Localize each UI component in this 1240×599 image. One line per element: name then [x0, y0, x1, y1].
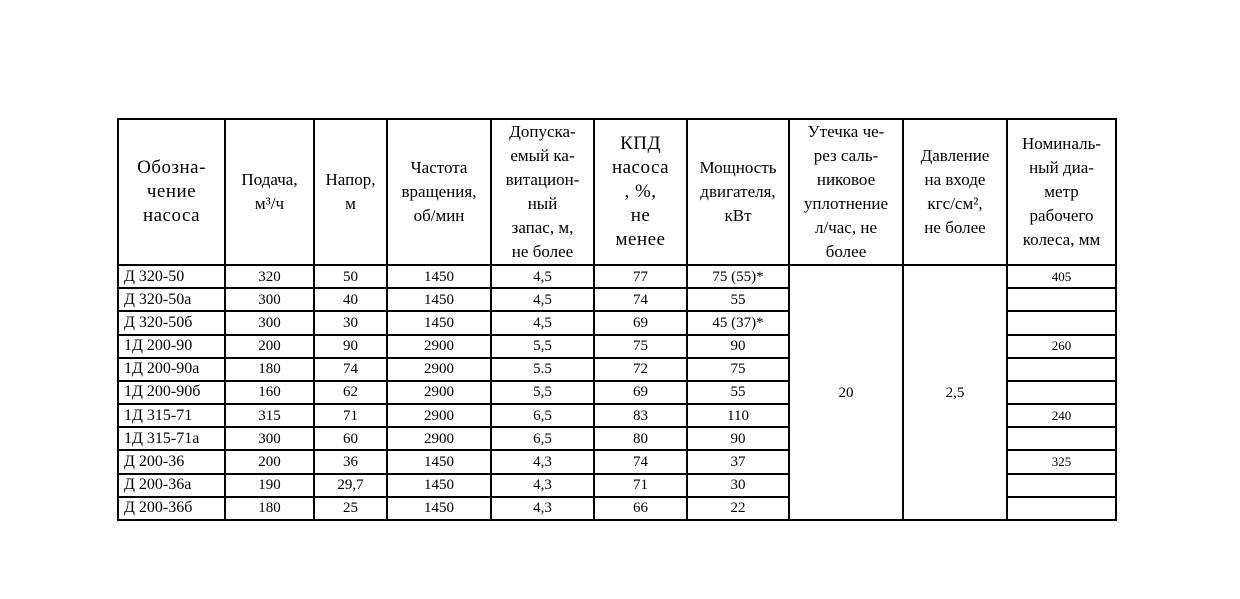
header-line: чение — [146, 181, 197, 202]
header-line: Обозна- — [137, 157, 206, 178]
motor-power-cell: 37 — [687, 450, 789, 473]
impeller-diameter-cell — [1007, 358, 1116, 381]
impeller-diameter-cell: 405 — [1007, 265, 1116, 288]
speed-cell: 2900 — [387, 335, 491, 358]
inlet-pressure-cell: 2,5 — [903, 265, 1007, 520]
header-inlet-pressure — [903, 119, 1007, 265]
header-line: м — [345, 194, 356, 213]
header-line: уплотнение — [803, 194, 889, 213]
npsh-cell: 4,5 — [491, 288, 594, 311]
header-line: вращения, — [401, 182, 477, 201]
speed-cell: 2900 — [387, 381, 491, 404]
header-line: кгс/см², — [927, 194, 983, 213]
npsh-cell: 6,5 — [491, 404, 594, 427]
head-cell: 40 — [314, 288, 387, 311]
efficiency-cell: 74 — [594, 288, 687, 311]
impeller-diameter-cell — [1007, 427, 1116, 450]
speed-cell: 1450 — [387, 450, 491, 473]
npsh-cell: 5,5 — [491, 335, 594, 358]
motor-power-cell: 22 — [687, 497, 789, 520]
header-line: м³/ч — [254, 194, 285, 213]
header-line: Номиналь- — [1022, 134, 1101, 153]
header-line: витацион- — [505, 170, 580, 189]
header-line: менее — [615, 229, 666, 250]
motor-power-cell: 30 — [687, 474, 789, 497]
header-line: Частота — [410, 158, 468, 177]
header-line: не более — [511, 242, 574, 261]
npsh-cell: 4,5 — [491, 265, 594, 288]
header-line: л/час, не — [815, 218, 877, 237]
npsh-cell: 4,5 — [491, 311, 594, 334]
efficiency-cell: 75 — [594, 335, 687, 358]
efficiency-cell: 83 — [594, 404, 687, 427]
header-line: ный — [527, 194, 558, 213]
head-cell: 60 — [314, 427, 387, 450]
head-cell: 74 — [314, 358, 387, 381]
header-line: насоса — [611, 157, 670, 178]
header-line: двигателя, — [700, 182, 776, 201]
efficiency-cell: 69 — [594, 311, 687, 334]
pump-designation-cell: Д 320-50а — [118, 288, 225, 311]
speed-cell: 1450 — [387, 288, 491, 311]
motor-power-cell: 75 — [687, 358, 789, 381]
pump-designation-cell: Д 200-36а — [118, 474, 225, 497]
impeller-diameter-cell — [1007, 497, 1116, 520]
npsh-cell: 4,3 — [491, 450, 594, 473]
impeller-diameter-cell — [1007, 474, 1116, 497]
flow-cell: 300 — [225, 427, 314, 450]
header-flow — [225, 119, 314, 265]
header-line: Подача, — [241, 170, 298, 189]
pump-designation-cell: Д 320-50б — [118, 311, 225, 334]
header-leakage — [789, 119, 903, 265]
header-line: Давление — [920, 146, 990, 165]
flow-cell: 300 — [225, 311, 314, 334]
header-line: насоса — [142, 205, 201, 226]
flow-cell: 160 — [225, 381, 314, 404]
head-cell: 90 — [314, 335, 387, 358]
header-line: об/мин — [413, 206, 465, 225]
header-impeller-diameter — [1007, 119, 1116, 265]
header-line: не более — [924, 218, 986, 237]
header-line: никовое — [816, 170, 876, 189]
head-cell: 29,7 — [314, 474, 387, 497]
head-cell: 50 — [314, 265, 387, 288]
table-row — [118, 265, 1116, 288]
speed-cell: 2900 — [387, 404, 491, 427]
header-line: Утечка че- — [807, 122, 885, 141]
motor-power-cell: 90 — [687, 335, 789, 358]
header-line: Допуска- — [509, 122, 576, 141]
motor-power-cell: 90 — [687, 427, 789, 450]
header-line: более — [825, 242, 867, 261]
npsh-cell: 4,3 — [491, 474, 594, 497]
speed-cell: 2900 — [387, 358, 491, 381]
motor-power-cell: 110 — [687, 404, 789, 427]
npsh-cell: 5,5 — [491, 381, 594, 404]
header-row — [118, 119, 1116, 265]
npsh-cell: 6,5 — [491, 427, 594, 450]
flow-cell: 180 — [225, 497, 314, 520]
header-line: ный диа- — [1029, 158, 1094, 177]
header-line: емый ка- — [510, 146, 575, 165]
motor-power-cell: 45 (37)* — [687, 311, 789, 334]
efficiency-cell: 69 — [594, 381, 687, 404]
header-line: колеса, мм — [1022, 230, 1101, 249]
efficiency-cell: 77 — [594, 265, 687, 288]
flow-cell: 200 — [225, 450, 314, 473]
pump-designation-cell: Д 320-50 — [118, 265, 225, 288]
header-motor-power — [687, 119, 789, 265]
speed-cell: 1450 — [387, 497, 491, 520]
speed-cell: 2900 — [387, 427, 491, 450]
head-cell: 71 — [314, 404, 387, 427]
pump-specs-table — [117, 118, 1117, 521]
header-line: кВт — [724, 206, 752, 225]
impeller-diameter-cell: 260 — [1007, 335, 1116, 358]
header-line: , %, — [624, 181, 657, 202]
header-line: Мощность — [699, 158, 777, 177]
head-cell: 30 — [314, 311, 387, 334]
table-body — [118, 265, 1116, 520]
header-head — [314, 119, 387, 265]
efficiency-cell: 80 — [594, 427, 687, 450]
header-line: на входе — [924, 170, 986, 189]
flow-cell: 320 — [225, 265, 314, 288]
motor-power-cell: 55 — [687, 381, 789, 404]
flow-cell: 190 — [225, 474, 314, 497]
header-line: метр — [1044, 182, 1079, 201]
impeller-diameter-cell — [1007, 288, 1116, 311]
impeller-diameter-cell — [1007, 381, 1116, 404]
pump-designation-cell: Д 200-36б — [118, 497, 225, 520]
header-line: рез саль- — [813, 146, 879, 165]
motor-power-cell: 75 (55)* — [687, 265, 789, 288]
npsh-cell: 4,3 — [491, 497, 594, 520]
flow-cell: 180 — [225, 358, 314, 381]
efficiency-cell: 72 — [594, 358, 687, 381]
speed-cell: 1450 — [387, 311, 491, 334]
head-cell: 25 — [314, 497, 387, 520]
header-npsh — [491, 119, 594, 265]
speed-cell: 1450 — [387, 265, 491, 288]
efficiency-cell: 74 — [594, 450, 687, 473]
leakage-cell: 20 — [789, 265, 903, 520]
npsh-cell: 5.5 — [491, 358, 594, 381]
head-cell: 36 — [314, 450, 387, 473]
efficiency-cell: 71 — [594, 474, 687, 497]
flow-cell: 300 — [225, 288, 314, 311]
header-line: не — [630, 205, 651, 226]
header-designation — [118, 119, 225, 265]
header-line: Напор, — [325, 170, 376, 189]
flow-cell: 315 — [225, 404, 314, 427]
pump-designation-cell: 1Д 315-71а — [118, 427, 225, 450]
impeller-diameter-cell: 325 — [1007, 450, 1116, 473]
pump-designation-cell: 1Д 315-71 — [118, 404, 225, 427]
pump-designation-cell: 1Д 200-90а — [118, 358, 225, 381]
speed-cell: 1450 — [387, 474, 491, 497]
header-line: КПД — [620, 133, 661, 154]
pump-designation-cell: Д 200-36 — [118, 450, 225, 473]
impeller-diameter-cell: 240 — [1007, 404, 1116, 427]
efficiency-cell: 66 — [594, 497, 687, 520]
header-line: запас, м, — [511, 218, 574, 237]
impeller-diameter-cell — [1007, 311, 1116, 334]
header-speed — [387, 119, 491, 265]
header-efficiency — [594, 119, 687, 265]
motor-power-cell: 55 — [687, 288, 789, 311]
head-cell: 62 — [314, 381, 387, 404]
pump-designation-cell: 1Д 200-90 — [118, 335, 225, 358]
flow-cell: 200 — [225, 335, 314, 358]
pump-designation-cell: 1Д 200-90б — [118, 381, 225, 404]
header-line: рабочего — [1029, 206, 1094, 225]
